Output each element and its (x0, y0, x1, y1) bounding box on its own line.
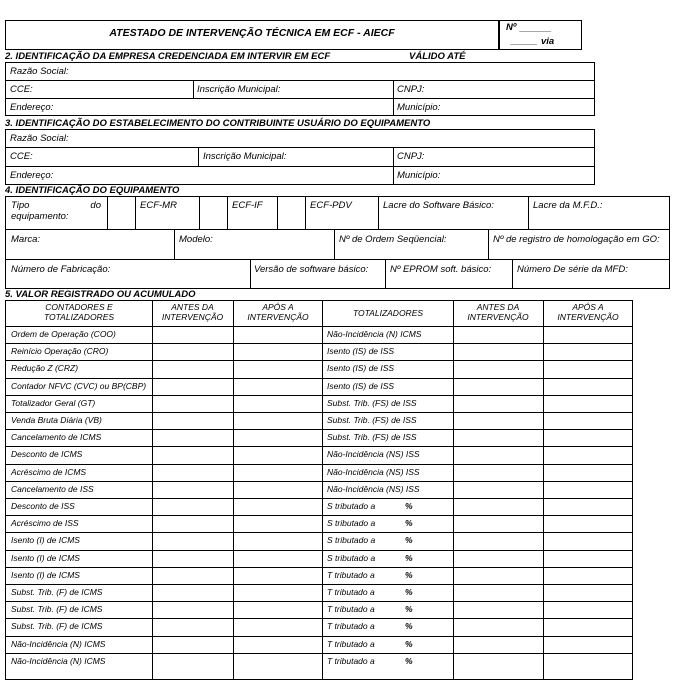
table-row-divider (5, 395, 633, 396)
section4-title: 4. IDENTIFICAÇÃO DO EQUIPAMENTO (5, 185, 180, 196)
s2-endereco-field[interactable]: Endereço: (10, 102, 54, 113)
s2-cce-field[interactable]: CCE: (10, 84, 33, 95)
row-right-label: T tributado a (327, 621, 375, 632)
section5-title: 5. VALOR REGISTRADO OU ACUMULADO (5, 289, 196, 300)
serie-mfd-field[interactable]: Número De série da MFD: (517, 264, 628, 275)
col-antes2-header: ANTES DA INTERVENÇÃO (467, 302, 529, 322)
row-left-label: Subst. Trib. (F) de ICMS (11, 604, 103, 615)
row-left-label: Subst. Trib. (F) de ICMS (11, 621, 103, 632)
row-percent-label: % (405, 621, 413, 632)
row-left-label: Isento (I) de ICMS (11, 535, 80, 546)
row-left-label: Contador NFVC (CVC) ou BP(CBP) (11, 380, 147, 391)
row-right-label: Subst. Trib. (FS) de ISS (327, 397, 417, 408)
divider (198, 147, 199, 166)
via-blank: _____ (511, 36, 538, 47)
ecf-mr-label: ECF-MR (140, 200, 177, 211)
divider (174, 229, 175, 259)
s4-tipo-equipamento-label: Tipo do equipamento: (11, 200, 101, 222)
col-antes-header: ANTES DA INTERVENÇÃO (161, 302, 224, 322)
via-label: via (541, 36, 555, 47)
divider (305, 196, 306, 229)
s2-razao-social-field[interactable]: Razão Social: (10, 66, 69, 77)
row-percent-label: % (405, 655, 413, 666)
s2-municipio-field[interactable]: Município: (397, 102, 441, 113)
divider (378, 196, 379, 229)
row-right-label: Isento (IS) de ISS (327, 346, 395, 357)
table-row-divider (5, 446, 633, 447)
lacre-mfd-field[interactable]: Lacre da M.F.D.: (533, 200, 603, 211)
row-left-label: Redução Z (CRZ) (11, 363, 79, 374)
divider (393, 80, 394, 116)
row-left-label: Isento (I) de ICMS (11, 552, 80, 563)
divider (393, 147, 394, 185)
table-row-divider (5, 481, 633, 482)
row-left-label: Totalizador Geral (GT) (11, 397, 96, 408)
ordem-sequencial-field[interactable]: Nº de Ordem Seqüencial: (339, 234, 447, 245)
divider (233, 300, 234, 680)
divider (199, 196, 200, 229)
divider (5, 229, 670, 230)
row-percent-label: % (405, 501, 413, 511)
lacre-software-basico-field[interactable]: Lacre do Software Básico: (383, 200, 494, 211)
divider (193, 80, 194, 98)
col-contadores-header: CONTADORES E TOTALIZADORES (43, 302, 115, 322)
row-percent-label: % (405, 535, 413, 546)
row-left-label: Acréscimo de ISS (11, 518, 79, 529)
row-percent-label: % (405, 552, 413, 563)
row-right-label: Não-Incidência (NS) ISS (327, 483, 420, 494)
divider (135, 196, 136, 229)
divider (512, 259, 513, 289)
divider (334, 229, 335, 259)
row-right-label: S tributado a (327, 535, 376, 546)
row-right-label: Isento (IS) de ISS (327, 380, 395, 391)
table-row-divider (5, 498, 633, 499)
s2-inscricao-municipal-field[interactable]: Inscrição Municipal: (197, 84, 281, 95)
row-left-label: Acréscimo de ICMS (11, 466, 87, 477)
registro-homologacao-field[interactable]: Nº de registro de homologação em GO: (493, 234, 660, 245)
divider (322, 300, 323, 680)
modelo-field[interactable]: Modelo: (179, 234, 213, 245)
row-right-label: Subst. Trib. (FS) de ISS (327, 415, 417, 425)
row-right-label: S tributado a (327, 518, 376, 529)
row-right-label: Subst. Trib. (FS) de ISS (327, 432, 417, 443)
table-row-divider (5, 360, 633, 361)
col-totalizadores-header: TOTALIZADORES (352, 308, 424, 318)
divider (528, 196, 529, 229)
number-label: Nº (506, 22, 517, 33)
divider (5, 147, 595, 148)
table-row-divider (5, 532, 633, 533)
divider (543, 300, 544, 680)
section2-box (5, 62, 595, 116)
row-left-label: Isento (I) de ICMS (11, 569, 80, 580)
row-percent-label: % (405, 518, 413, 529)
valid-until-label: VÁLIDO ATÉ (409, 51, 466, 62)
row-right-label: Não-Incidência (NS) ISS (327, 449, 420, 460)
s3-municipio-field[interactable]: Município: (397, 170, 441, 181)
row-left-label: Ordem de Operação (COO) (11, 329, 116, 339)
row-left-label: Cancelamento de ICMS (11, 432, 102, 443)
divider (5, 80, 595, 81)
divider (5, 166, 595, 167)
row-right-label: T tributado a (327, 587, 375, 597)
divider (107, 196, 108, 229)
row-right-label: T tributado a (327, 569, 375, 580)
divider (453, 300, 454, 680)
row-percent-label: % (405, 638, 413, 649)
versao-software-field[interactable]: Versão de software básico: (254, 264, 369, 275)
row-right-label: S tributado a (327, 501, 376, 511)
row-left-label: Venda Bruta Diária (VB) (11, 415, 102, 425)
row-right-label: S tributado a (327, 552, 376, 563)
row-right-label: T tributado a (327, 604, 375, 615)
divider (152, 300, 153, 680)
divider (385, 259, 386, 289)
row-right-label: Isento (IS) de ISS (327, 363, 395, 374)
divider (5, 259, 670, 260)
table-row-divider (5, 567, 633, 568)
row-left-label: Não-Incidência (N) ICMS (11, 638, 106, 649)
row-left-label: Não-Incidência (N) ICMS (11, 655, 106, 666)
s3-razao-social-field[interactable]: Razão Social: (10, 133, 69, 144)
divider (227, 196, 228, 229)
row-right-label: T tributado a (327, 655, 375, 666)
row-left-label: Subst. Trib. (F) de ICMS (11, 587, 103, 597)
row-percent-label: % (405, 569, 413, 580)
row-left-label: Cancelamento de ISS (11, 483, 94, 494)
divider (5, 98, 595, 99)
numero-fabricacao-field[interactable]: Número de Fabricação: (11, 264, 111, 275)
s3-cnpj-field[interactable]: CNPJ: (397, 151, 425, 162)
number-blank: ______ (520, 23, 552, 34)
row-right-label: T tributado a (327, 638, 375, 649)
row-left-label: Reinício Operação (CRO) (11, 346, 109, 357)
ecf-if-label: ECF-IF (232, 200, 263, 211)
table-row-divider (5, 515, 633, 516)
table-row-divider (5, 464, 633, 465)
marca-field[interactable]: Marca: (11, 234, 41, 245)
section3-title: 3. IDENTIFICAÇÃO DO ESTABELECIMENTO DO CONTRIBUINTE USUÁRIO DO EQUIPAMENTO (5, 118, 431, 129)
divider (250, 259, 251, 289)
row-left-label: Desconto de ISS (11, 501, 75, 511)
col-apos-header: APÓS A INTERVENÇÃO (247, 302, 309, 322)
section3-box (5, 129, 595, 185)
s3-inscricao-municipal-field[interactable]: Inscrição Municipal: (203, 151, 287, 162)
row-percent-label: % (405, 604, 413, 615)
s3-endereco-field[interactable]: Endereço: (10, 170, 54, 181)
row-right-label: Não-Incidência (N) ICMS (327, 329, 422, 339)
section2-title: 2. IDENTIFICAÇÃO DA EMPRESA CREDENCIADA EM INTERVIR EM ECF (5, 51, 331, 62)
s3-cce-field[interactable]: CCE: (10, 151, 33, 162)
table-row-divider (5, 550, 633, 551)
row-right-label: Não-Incidência (NS) ISS (327, 466, 420, 477)
row-percent-label: % (405, 587, 413, 597)
s2-cnpj-field[interactable]: CNPJ: (397, 84, 425, 95)
col-apos2-header: APÓS A INTERVENÇÃO (557, 302, 619, 322)
divider (277, 196, 278, 229)
eprom-field[interactable]: Nº EPROM soft. básico: (390, 264, 492, 275)
document-title: ATESTADO DE INTERVENÇÃO TÉCNICA EM ECF - AIECF (109, 27, 395, 39)
ecf-pdv-label: ECF-PDV (310, 200, 352, 211)
row-left-label: Desconto de ICMS (11, 449, 83, 460)
divider (488, 229, 489, 259)
